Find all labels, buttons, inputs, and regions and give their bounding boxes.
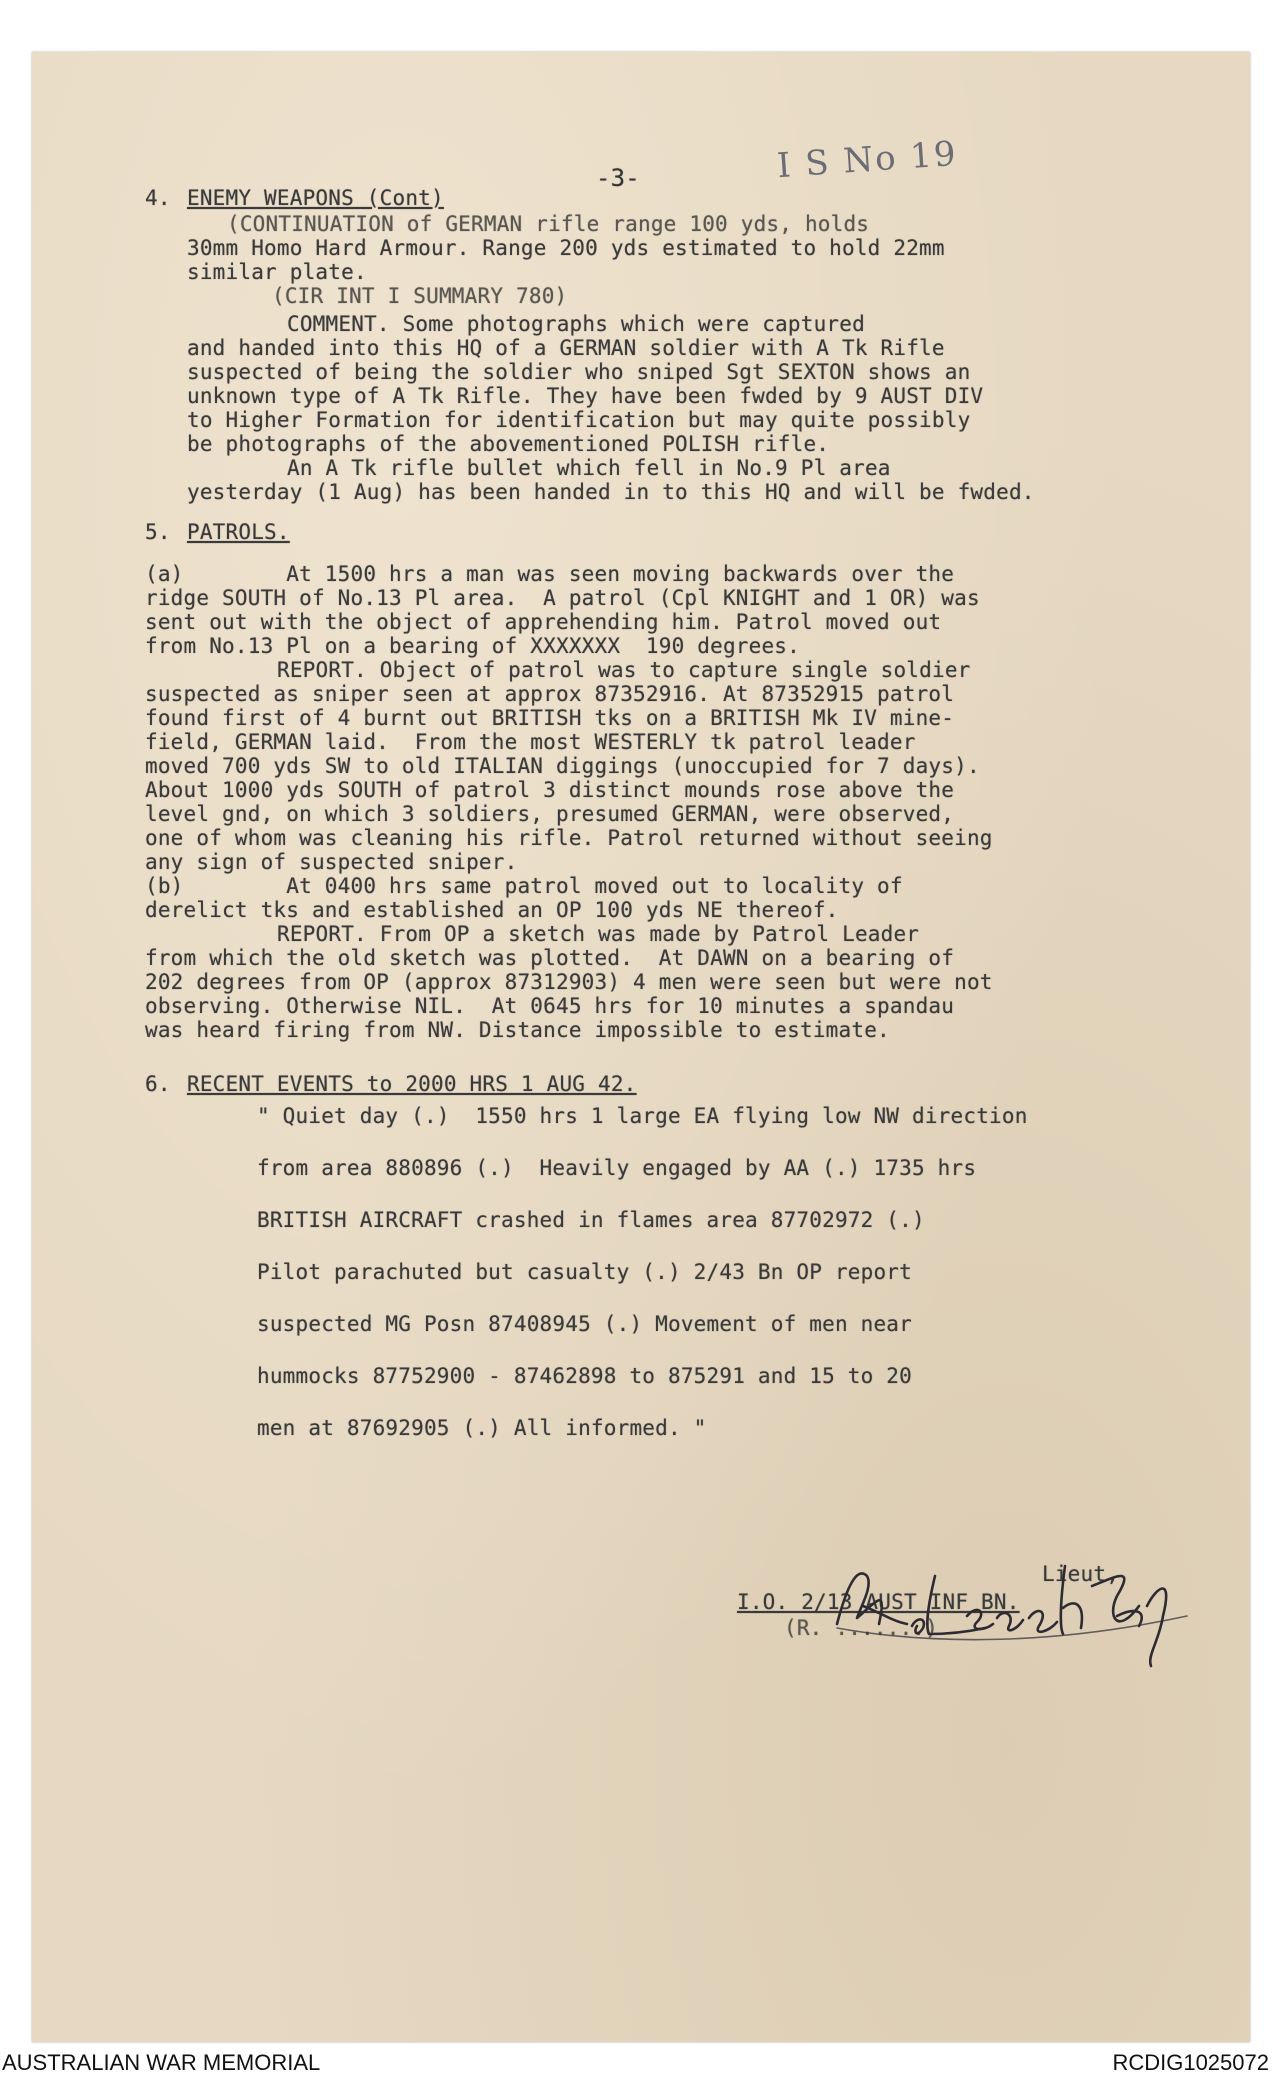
section-5-line: About 1000 yds SOUTH of patrol 3 distinct mounds rose above the — [145, 778, 955, 802]
section-4-line: to Higher Formation for identification but may quite possibly — [187, 408, 971, 432]
signature-unit: I.O. 2/13 AUST INF BN. — [737, 1590, 1020, 1614]
section-5-line: was heard firing from NW. Distance impossible to estimate. — [145, 1018, 890, 1042]
section-4-line: similar plate. — [187, 260, 367, 284]
section-4-line: suspected of being the soldier who sniped Sgt SEXTON shows an — [187, 360, 971, 384]
section-5-line: from which the old sketch was plotted. At DAWN on a bearing of — [145, 946, 955, 970]
document-page — [32, 52, 1250, 2042]
section-6-line: hummocks 87752900 - 87462898 to 875291 and 15 to 20 — [257, 1364, 912, 1388]
section-5-line: 202 degrees from OP (approx 87312903) 4 men were seen but were not — [145, 970, 993, 994]
section-5-line: (b) At 0400 hrs same patrol moved out to locality of — [145, 874, 903, 898]
section-4-number: 4. — [145, 186, 171, 210]
section-6-line: " Quiet day (.) 1550 hrs 1 large EA flying low NW direction — [257, 1104, 1028, 1128]
section-5-line: moved 700 yds SW to old ITALIAN diggings (unoccupied for 7 days). — [145, 754, 980, 778]
handwritten-signature — [817, 1546, 1217, 1676]
section-5-line: REPORT. From OP a sketch was made by Patrol Leader — [277, 922, 920, 946]
section-4-line: yesterday (1 Aug) has been handed in to this HQ and will be fwded. — [187, 480, 1035, 504]
section-5-line: observing. Otherwise NIL. At 0645 hrs for 10 minutes a spandau — [145, 994, 955, 1018]
section-4-line: (CONTINUATION of GERMAN rifle range 100 yds, holds — [227, 212, 870, 236]
section-5-line: from No.13 Pl on a bearing of XXXXXXX 190 degrees. — [145, 634, 800, 658]
section-5-number: 5. — [145, 520, 171, 544]
section-5-line: one of whom was cleaning his rifle. Patrol returned without seeing — [145, 826, 993, 850]
section-4-line: An A Tk rifle bullet which fell in No.9 Pl area — [287, 456, 891, 480]
section-4-line: and handed into this HQ of a GERMAN soldier with A Tk Rifle — [187, 336, 945, 360]
section-4-title: ENEMY WEAPONS (Cont) — [187, 186, 444, 210]
section-6-line: BRITISH AIRCRAFT crashed in flames area 87702972 (.) — [257, 1208, 925, 1232]
footer-source: AUSTRALIAN WAR MEMORIAL — [2, 2050, 321, 2075]
section-4-line: unknown type of A Tk Rifle. They have been fwded by 9 AUST DIV — [187, 384, 984, 408]
section-6-title: RECENT EVENTS to 2000 HRS 1 AUG 42. — [187, 1072, 637, 1096]
section-4-line: COMMENT. Some photographs which were captured — [287, 312, 865, 336]
section-5-line: field, GERMAN laid. From the most WESTERLY tk patrol leader — [145, 730, 916, 754]
signature-name: (R. .......) — [784, 1616, 939, 1640]
footer-record-id: RCDIG1025072 — [1112, 2050, 1269, 2075]
section-6-line: men at 87692905 (.) All informed. " — [257, 1416, 707, 1440]
handwritten-reference: I S No 19 — [775, 133, 959, 187]
section-5-line: any sign of suspected sniper. — [145, 850, 518, 874]
section-5-line: derelict tks and established an OP 100 yds NE thereof. — [145, 898, 839, 922]
section-5-line: ridge SOUTH of No.13 Pl area. A patrol (Cpl KNIGHT and 1 OR) was — [145, 586, 980, 610]
section-4-line: (CIR INT I SUMMARY 780) — [272, 284, 568, 308]
section-6-line: Pilot parachuted but casualty (.) 2/43 Bn OP report — [257, 1260, 912, 1284]
section-4-line: be photographs of the abovementioned POLISH rifle. — [187, 432, 830, 456]
section-5-line: level gnd, on which 3 soldiers, presumed GERMAN, were observed, — [145, 802, 955, 826]
section-5-line: REPORT. Object of patrol was to capture single soldier — [277, 658, 971, 682]
section-6-line: suspected MG Posn 87408945 (.) Movement of men near — [257, 1312, 912, 1336]
section-5-title: PATROLS. — [187, 520, 290, 544]
signature-rank: Lieut, — [1042, 1562, 1120, 1586]
section-4-line: 30mm Homo Hard Armour. Range 200 yds estimated to hold 22mm — [187, 236, 945, 260]
section-5-line: (a) At 1500 hrs a man was seen moving backwards over the — [145, 562, 955, 586]
section-5-line: suspected as sniper seen at approx 87352916. At 87352915 patrol — [145, 682, 955, 706]
section-5-line: sent out with the object of apprehending him. Patrol moved out — [145, 610, 942, 634]
section-6-number: 6. — [145, 1072, 171, 1096]
folio-number: -3- — [596, 164, 640, 192]
section-5-line: found first of 4 burnt out BRITISH tks on a BRITISH Mk IV mine- — [145, 706, 955, 730]
section-6-line: from area 880896 (.) Heavily engaged by AA (.) 1735 hrs — [257, 1156, 977, 1180]
